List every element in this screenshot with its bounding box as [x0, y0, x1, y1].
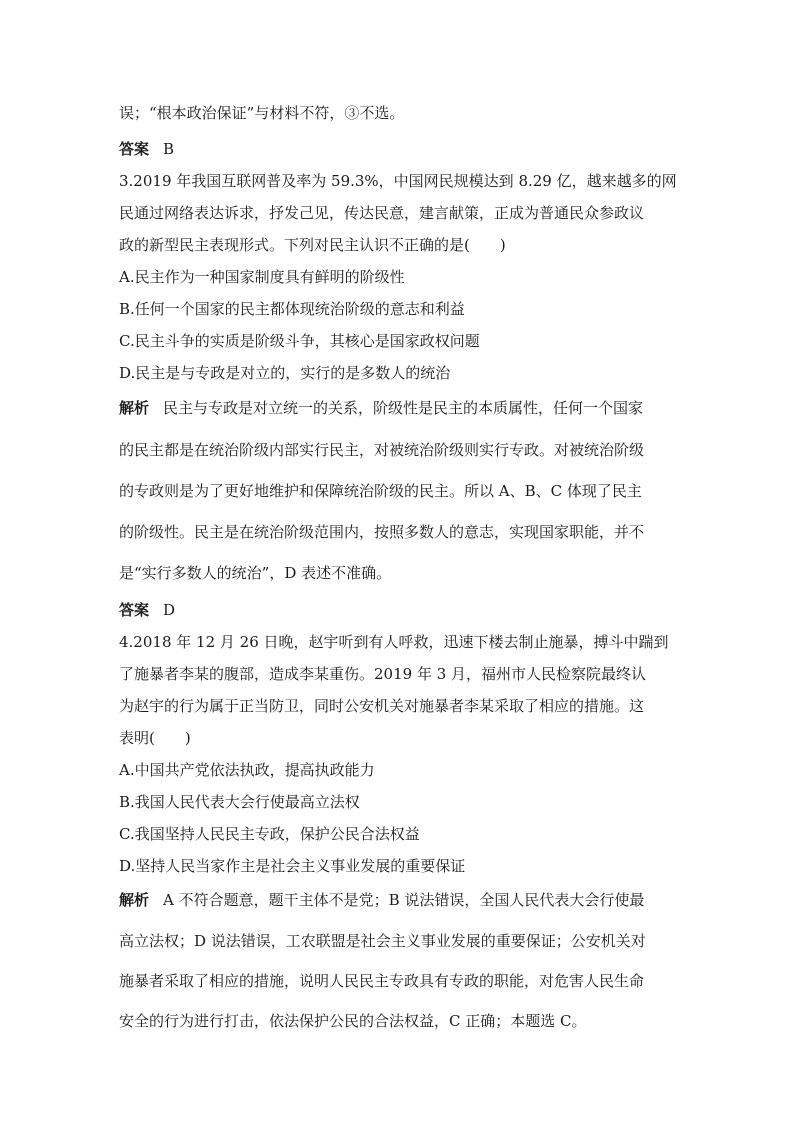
q4-analysis-line-1	[119, 890, 679, 910]
answer-label: 答案	[119, 140, 150, 158]
q3-option-d: D.民主是与专政是对立的，实行的是多数人的统治	[119, 364, 451, 382]
q4-option-a: A.中国共产党依法执政，提高执政能力	[119, 761, 375, 779]
q3-option-b: B.任何一个国家的民主都体现统治阶级的意志和利益	[119, 300, 465, 318]
analysis-label: 解析	[119, 891, 150, 909]
analysis-label: 解析	[119, 399, 150, 417]
analysis-text: A 不符合题意，题干主体不是党；B 说法错误，全国人民代表大会行使最	[163, 891, 645, 909]
q3-stem-line-2: 民通过网络表达诉求，抒发己见，传达民意，建言献策，正成为普通民众参政议	[119, 204, 645, 222]
q3-option-c: C.民主斗争的实质是阶级斗争，其核心是国家政权问题	[119, 332, 480, 350]
answer-label: 答案	[119, 601, 150, 619]
q4-option-d: D.坚持人民当家作主是社会主义事业发展的重要保证	[119, 857, 466, 875]
q4-stem-line-1: 4.2018 年 12 月 26 日晚，赵宇听到有人呼救，迅速下楼去制止施暴，搏斗中踹到	[119, 633, 669, 651]
prev-analysis-tail: 误；“根本政治保证”与材料不符，③不选。	[119, 104, 405, 122]
q3-option-a: A.民主作为一种国家制度具有鲜明的阶级性	[119, 268, 405, 286]
q4-analysis-line-3: 施暴者采取了相应的措施，说明人民民主专政具有专政的职能，对危害人民生命	[119, 972, 645, 990]
q4-analysis-line-4: 安全的行为进行打击，依法保护公民的合法权益，C 正确；本题选 C。	[119, 1012, 587, 1030]
q4-stem-line-2: 了施暴者李某的腹部，造成李某重伤。2019 年 3 月，福州市人民检察院最终认	[119, 665, 647, 683]
q4-option-c: C.我国坚持人民民主专政，保护公民合法权益	[119, 825, 420, 843]
q3-analysis-line-5: 是“实行多数人的统治”，D 表述不准确。	[119, 564, 392, 582]
q3-stem-line-3: 政的新型民主表现形式。下列对民主认识不正确的是( )	[119, 236, 506, 254]
q4-stem-line-4: 表明( )	[119, 729, 191, 747]
q2-answer	[119, 139, 679, 159]
q3-analysis-line-1	[119, 398, 679, 418]
q3-stem-line-1: 3.2019 年我国互联网普及率为 59.3%，中国网民规模达到 8.29 亿，越来越多的网	[119, 172, 677, 190]
q4-stem-line-3: 为赵宇的行为属于正当防卫，同时公安机关对施暴者李某采取了相应的措施。这	[119, 697, 645, 715]
q3-analysis-line-4: 的阶级性。民主是在统治阶级范围内，按照多数人的意志，实现国家职能，并不	[119, 523, 645, 541]
q4-analysis-line-2: 高立法权；D 说法错误，工农联盟是社会主义事业发展的重要保证；公安机关对	[119, 932, 646, 950]
answer-value: B	[163, 140, 175, 158]
q3-analysis-line-2: 的民主都是在统治阶级内部实行民主，对被统治阶级则实行专政。对被统治阶级	[119, 441, 645, 459]
q3-analysis-line-3: 的专政则是为了更好地维护和保障统治阶级的民主。所以 A、B、C 体现了民主	[119, 482, 642, 500]
answer-value: D	[163, 601, 176, 619]
analysis-text: 民主与专政是对立统一的关系，阶级性是民主的本质属性，任何一个国家	[163, 399, 644, 417]
q3-answer	[119, 600, 679, 620]
q4-option-b: B.我国人民代表大会行使最高立法权	[119, 793, 360, 811]
